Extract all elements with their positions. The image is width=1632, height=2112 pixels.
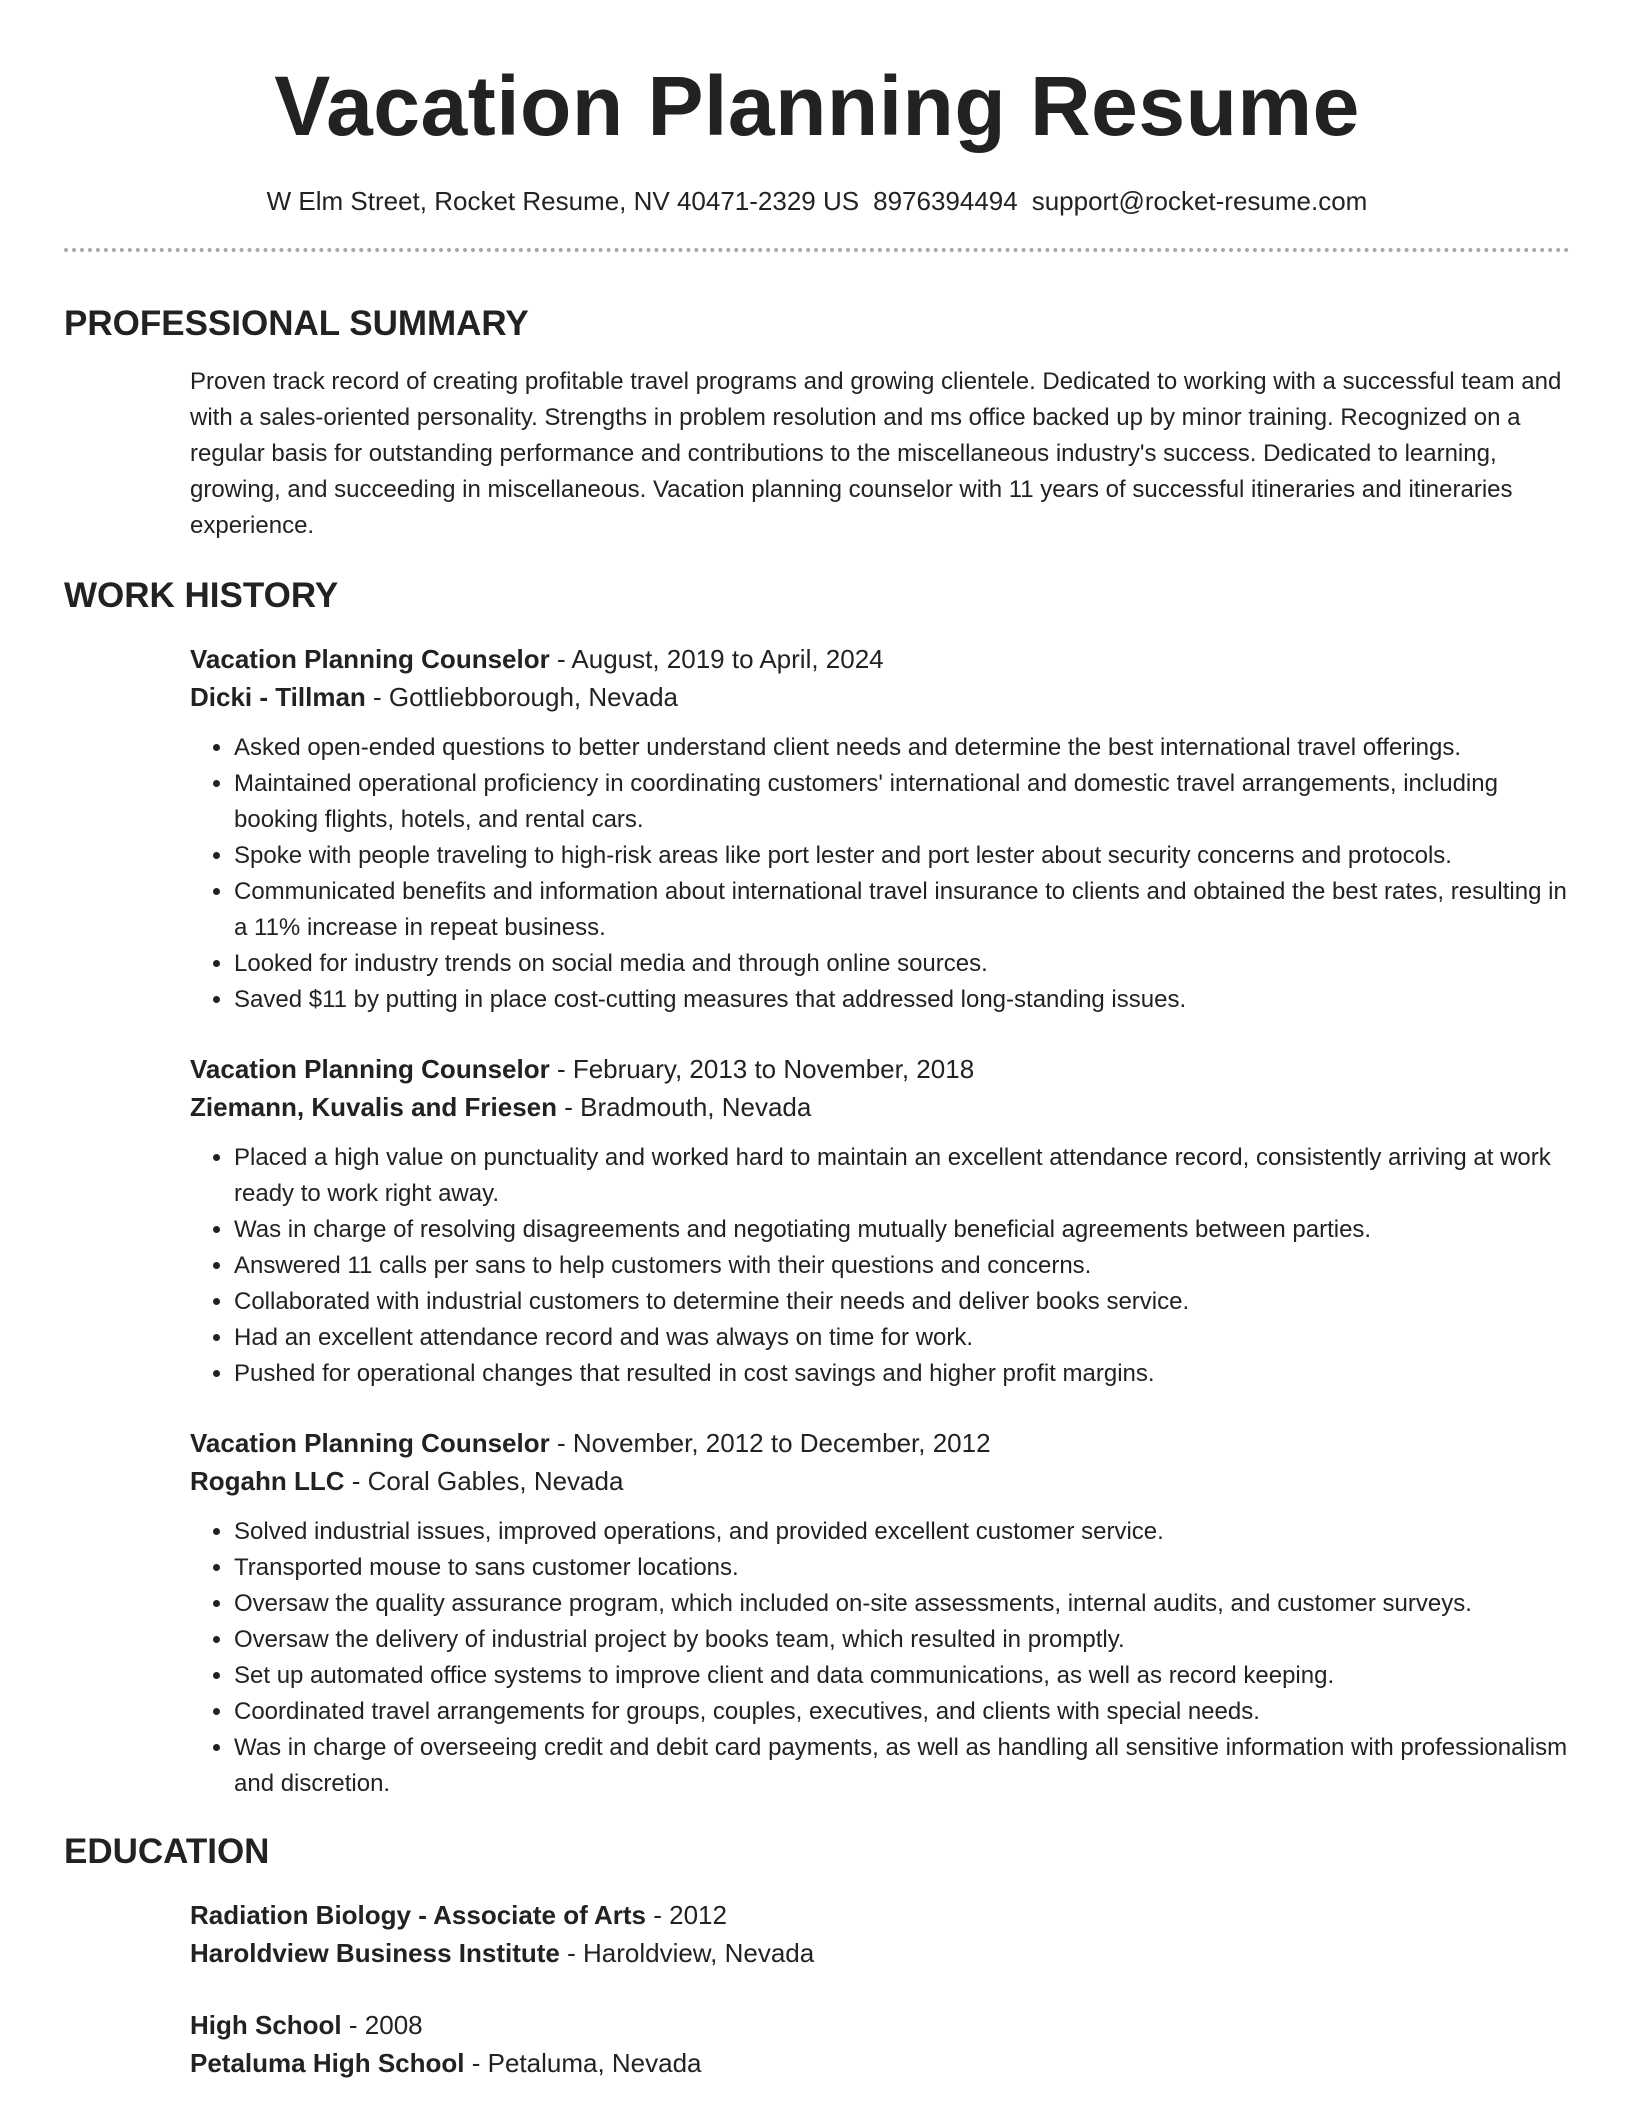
contact-email: support@rocket-resume.com [1031,186,1368,216]
job-bullet: • Set up automated office systems to improve client and data communications, as well as record keeping. [234,1658,1570,1694]
job-bullet: • Placed a high value on punctuality and worked hard to maintain an excellent attendance record, consistently arriving at work ready to work right away. [234,1140,1570,1212]
summary-heading: PROFESSIONAL SUMMARY [64,304,529,343]
education-year: - 2012 [646,1900,727,1930]
education-degree-line [190,2006,1570,2044]
job-company-line [190,1462,1570,1500]
education-school-line [190,1934,1570,1972]
job-bullets [190,1514,1570,1802]
resume-title: Vacation Planning Resume [274,59,1360,153]
education-degree: Radiation Biology - Associate of Arts [190,1900,647,1930]
header-divider [64,248,1570,252]
job-dates: - August, 2019 to April, 2024 [549,644,884,674]
work-history-heading: WORK HISTORY [64,576,339,615]
education-school: Haroldview Business Institute [190,1938,560,1968]
job-title-line [190,1424,1570,1462]
job-bullet: • Looked for industry trends on social media and through online sources. [234,946,1570,982]
summary-text: Proven track record of creating profitable travel programs and growing clientele. Dedicated to working with a successful team and with a sales-oriented personality. Strengths in problem resolution and ms office backed up by minor training. Recognized on a regular basis for outstanding performance and contributions to the miscellaneous industry's success. Dedicated to learning, growing, and succeeding in miscellaneous. Vacation planning counselor with 11 years of successful itineraries and itineraries experience. [190,368,1562,539]
job-bullet: • Communicated benefits and information about international travel insurance to clients and obtained the best rates, resulting in a 11% increase in repeat business. [234,874,1570,946]
education-degree-line [190,1896,1570,1934]
contact-phone: 8976394494 [873,186,1018,216]
job-bullet: • Was in charge of resolving disagreements and negotiating mutually beneficial agreements between parties. [234,1212,1570,1248]
job-location: - Gottliebborough, Nevada [365,682,678,712]
job-entry [190,1424,1570,1802]
job-bullet: • Maintained operational proficiency in coordinating customers' international and domestic travel arrangements, including booking flights, hotels, and rental cars. [234,766,1570,838]
job-bullets [190,730,1570,1018]
education-heading: EDUCATION [64,1832,270,1871]
job-location: - Bradmouth, Nevada [557,1092,812,1122]
job-company-line [190,678,1570,716]
education-entry [190,2006,1570,2082]
job-bullet: • Was in charge of overseeing credit and debit card payments, as well as handling all sensitive information with professionalism and discretion. [234,1730,1570,1802]
job-bullet: • Asked open-ended questions to better understand client needs and determine the best international travel offerings. [234,730,1570,766]
job-company-line [190,1088,1570,1126]
job-bullet: • Oversaw the quality assurance program, which included on-site assessments, internal audits, and customer surveys. [234,1586,1570,1622]
job-bullets [190,1140,1570,1392]
education-degree: High School [190,2010,342,2040]
education-location: - Haroldview, Nevada [559,1938,815,1968]
job-company: Rogahn LLC [190,1466,345,1496]
job-entry [190,640,1570,1018]
education-year: - 2008 [341,2010,423,2040]
job-title-line [190,640,1570,678]
job-title: Vacation Planning Counselor [190,1054,550,1084]
job-bullet: • Solved industrial issues, improved operations, and provided excellent customer service. [234,1514,1570,1550]
job-bullet: • Coordinated travel arrangements for groups, couples, executives, and clients with special needs. [234,1694,1570,1730]
job-bullet: • Pushed for operational changes that resulted in cost savings and higher profit margins. [234,1356,1570,1392]
job-location: - Coral Gables, Nevada [344,1466,624,1496]
job-entry [190,1050,1570,1392]
education-location: - Petaluma, Nevada [464,2048,702,2078]
education-school: Petaluma High School [190,2048,465,2078]
job-title: Vacation Planning Counselor [190,1428,550,1458]
education-entry [190,1896,1570,1972]
job-bullet: • Collaborated with industrial customers to determine their needs and deliver books service. [234,1284,1570,1320]
job-company: Ziemann, Kuvalis and Friesen [190,1092,557,1122]
education-section [64,1832,1570,2082]
job-company: Dicki - Tillman [190,682,366,712]
contact-address: W Elm Street, Rocket Resume, NV 40471-2329 US [266,186,860,216]
summary-section [64,304,1570,544]
job-title: Vacation Planning Counselor [190,644,550,674]
work-history-section [64,576,1570,1802]
job-bullet: • Oversaw the delivery of industrial project by books team, which resulted in promptly. [234,1622,1570,1658]
job-bullet: • Saved $11 by putting in place cost-cutting measures that addressed long-standing issues. [234,982,1570,1018]
job-bullet: • Spoke with people traveling to high-risk areas like port lester and port lester about security concerns and protocols. [234,838,1570,874]
education-school-line [190,2044,1570,2082]
job-bullet: • Transported mouse to sans customer locations. [234,1550,1570,1586]
contact-line [64,184,1570,218]
job-dates: - November, 2012 to December, 2012 [549,1428,991,1458]
job-bullet: • Had an excellent attendance record and was always on time for work. [234,1320,1570,1356]
job-title-line [190,1050,1570,1088]
job-bullet: • Answered 11 calls per sans to help customers with their questions and concerns. [234,1248,1570,1284]
job-dates: - February, 2013 to November, 2018 [549,1054,975,1084]
